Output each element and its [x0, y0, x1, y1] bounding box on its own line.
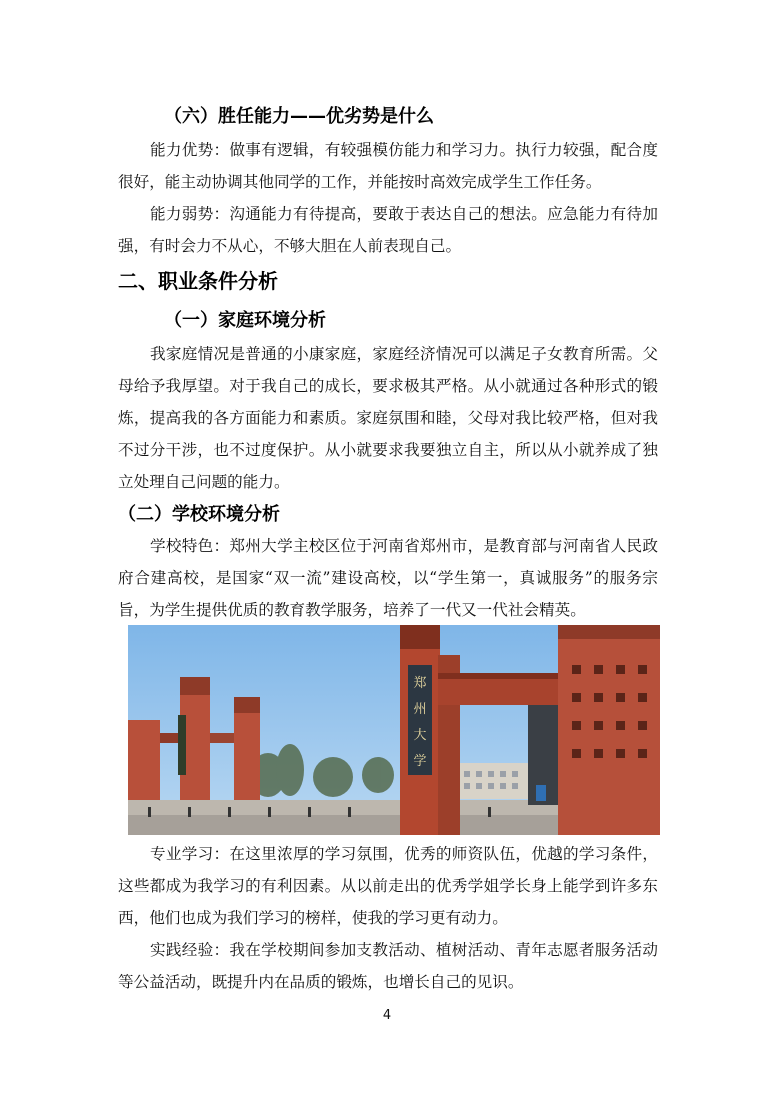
university-gate-photo — [128, 625, 660, 835]
paragraph-strengths: 能力优势：做事有逻辑，有较强模仿能力和学习力。执行力较强，配合度很好，能主动协调其他同学的工作，并能按时高效完成学生工作任务。 — [118, 141, 658, 191]
paragraph-practice-experience: 实践经验：我在学校期间参加支教活动、植树活动、青年志愿者服务活动等公益活动，既提升内在品质的锻炼，也增长自己的见识。 — [118, 941, 658, 991]
section-heading-school: （二）学校环境分析 — [118, 504, 280, 525]
gate-inscription-char-3: 大 — [413, 728, 427, 743]
page-number: 4 — [382, 1008, 392, 1023]
section-heading-competence: （六）胜任能力——优劣势是什么 — [164, 106, 434, 127]
paragraph-family: 我家庭情况是普通的小康家庭，家庭经济情况可以满足子女教育所需。父母给予我厚望。对于我自己的成长，要求极其严格。从小就通过各种形式的锻炼，提高我的各方面能力和素质。家庭氛围和睦，父母对我比较严格，但对我不过分干涉，也不过度保护。从小就要求我要独立自主，所以从小就养成了独立处理自己问题的能力。 — [118, 345, 658, 491]
chapter-heading-career-conditions: 二、职业条件分析 — [118, 269, 278, 293]
gate-inscription-char-1: 郑 — [413, 676, 427, 691]
paragraph-weaknesses: 能力弱势：沟通能力有待提高，要敢于表达自己的想法。应急能力有待加强，有时会力不从心，不够大胆在人前表现自己。 — [118, 205, 658, 255]
section-heading-family: （一）家庭环境分析 — [164, 310, 326, 331]
gate-inscription-char-4: 学 — [413, 754, 427, 769]
paragraph-school-features: 学校特色：郑州大学主校区位于河南省郑州市，是教育部与河南省人民政府合建高校，是国家“双一流”建设高校，以“学生第一，真诚服务”的服务宗旨，为学生提供优质的教育教学服务，培养了一代又一代社会精英。 — [118, 537, 658, 619]
paragraph-professional-study: 专业学习：在这里浓厚的学习氛围，优秀的师资队伍，优越的学习条件，这些都成为我学习的有利因素。从以前走出的优秀学姐学长身上能学到许多东西，他们也成为我们学习的榜样，使我的学习更有动力。 — [118, 845, 658, 927]
gate-inscription-char-2: 州 — [413, 702, 427, 717]
